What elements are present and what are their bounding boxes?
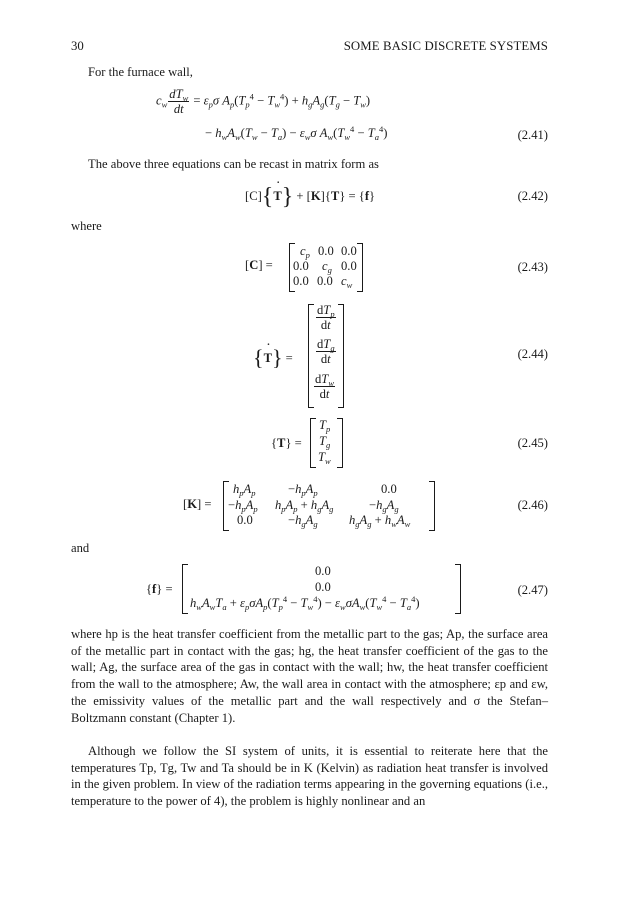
running-head: SOME BASIC DISCRETE SYSTEMS [343,39,548,53]
f-vector-left-brace [182,564,188,614]
C-matrix-cell-3-2: 0.0 [317,274,333,288]
T-dot-vector-lhs: {T ˙ } = [253,342,293,370]
f-vector-entry-1: 0.0 [315,564,331,578]
body-paragraph-si-units: Although we follow the SI system of units, it is essential to reiterate here that the temperatures Tp, Tg, Tw and Ta should be in K (Kelvin) as radiation heat transfer is involved in the given problem. In view of the radiation terms appearing in the governing equations (i.e., temperature to the power of 4), the problem is highly nonlinear and an [71,744,548,809]
equation-number-2-43: (2.43) [517,260,548,274]
equation-number-2-44: (2.44) [517,347,548,361]
T-dot-vector-entry-p: $\frac{dT_p}{dt}$ [317,303,335,332]
T-dot-vector-entry-g: $\frac{dT_g}{dt}$ [317,337,335,366]
K-matrix-lhs: [K] = [183,497,212,511]
and-label: and [71,541,90,555]
T-vector-lhs: {T} = [271,436,302,450]
C-matrix-cell-1-3: 0.0 [341,244,357,258]
T-vector-entry-p: $T_p$ [319,418,331,434]
T-vector-right-brace [337,418,343,468]
T-dot-vector-entry-w: $\frac{dT_w}{dt}$ [315,372,334,401]
K-matrix-cell-1-2: $-h_pA_p$ [288,482,318,498]
equation-2-41-line-1: $c_w$ $\frac{dT_w}{dt}$ = $\varepsilon_p\sigma$ $A_p(T_p^4 - T_w^4) + h_gA_g(T_g - T_w)$ [156,87,371,116]
T-vector-left-brace [310,418,316,468]
T-vector-entry-w: $T_w$ [318,450,331,466]
f-vector-entry-3: $h_wA_wT_a + \varepsilon_p\sigma A_p(T_p^4 - T_w^4) - \varepsilon_w\sigma A_w(T_w^4 - T_a^4)$ [190,594,420,612]
C-matrix-cell-2-2: $c_g$ [322,259,332,275]
f-vector-entry-2: 0.0 [315,580,331,594]
C-matrix-cell-1-1: $c_p$ [300,244,310,260]
where-label: where [71,219,102,233]
C-matrix-lhs: [C] = [245,258,273,272]
equation-number-2-47: (2.47) [517,583,548,597]
equation-number-2-42: (2.42) [517,189,548,203]
equation-number-2-41: (2.41) [517,128,548,142]
K-matrix-cell-3-3: $h_gA_g + h_wA_w$ [349,513,411,529]
f-vector-right-brace [455,564,461,614]
K-matrix-cell-3-1: 0.0 [237,513,253,527]
C-matrix-right-bracket [357,243,363,292]
C-matrix-cell-3-3: $c_w$ [341,274,353,290]
C-matrix-cell-3-1: 0.0 [293,274,309,288]
K-matrix-cell-2-3: $-h_gA_g$ [369,498,399,514]
K-matrix-cell-1-3: 0.0 [381,482,397,496]
body-paragraph-symbol-definitions: where hp is the heat transfer coefficient from the metallic part to the gas; Ap, the surface area of the metallic part in contact with the gas; hg, the heat transfer coefficient of the gas to the wall; Ag, the surface area of the gas in contact with the wall; hw, the heat transfer coefficient from the wall to the atmosphere; Aw, the wall area in contact with the atmosphere; εp and εw, the emissivity values of the metallic part and the wall respectively and σ the Stefan–Boltzmann constant (Chapter 1). [71,627,548,725]
intro-furnace-wall: For the furnace wall, [88,65,193,79]
equation-number-2-46: (2.46) [517,498,548,512]
K-matrix-cell-2-1: $-h_pA_p$ [228,498,258,514]
K-matrix-cell-1-1: $h_pA_p$ [233,482,256,498]
equation-number-2-45: (2.45) [517,436,548,450]
page-number: 30 [71,39,84,53]
K-matrix-cell-3-2: $-h_gA_g$ [288,513,318,529]
C-matrix-cell-2-3: 0.0 [341,259,357,273]
T-vector-entry-g: $T_g$ [319,434,331,450]
T-dot-vector-right-brace [338,304,344,408]
recast-sentence: The above three equations can be recast in matrix form as [88,157,379,171]
equation-2-42: [C]{T ˙ } + [K]{T} = {f} [245,180,376,210]
K-matrix-cell-2-2: $h_pA_p + h_gA_g$ [275,498,334,514]
C-matrix-cell-1-2: 0.0 [318,244,334,258]
C-matrix-cell-2-1: 0.0 [293,259,309,273]
K-matrix-right-bracket [429,481,435,531]
f-vector-lhs: {f} = [146,582,173,596]
equation-2-41-line-2: − $h_wA_w(T_w - T_a) - \varepsilon_w\sigma$ $A_w(T_w^4 - T_a^4)$ [205,124,388,142]
